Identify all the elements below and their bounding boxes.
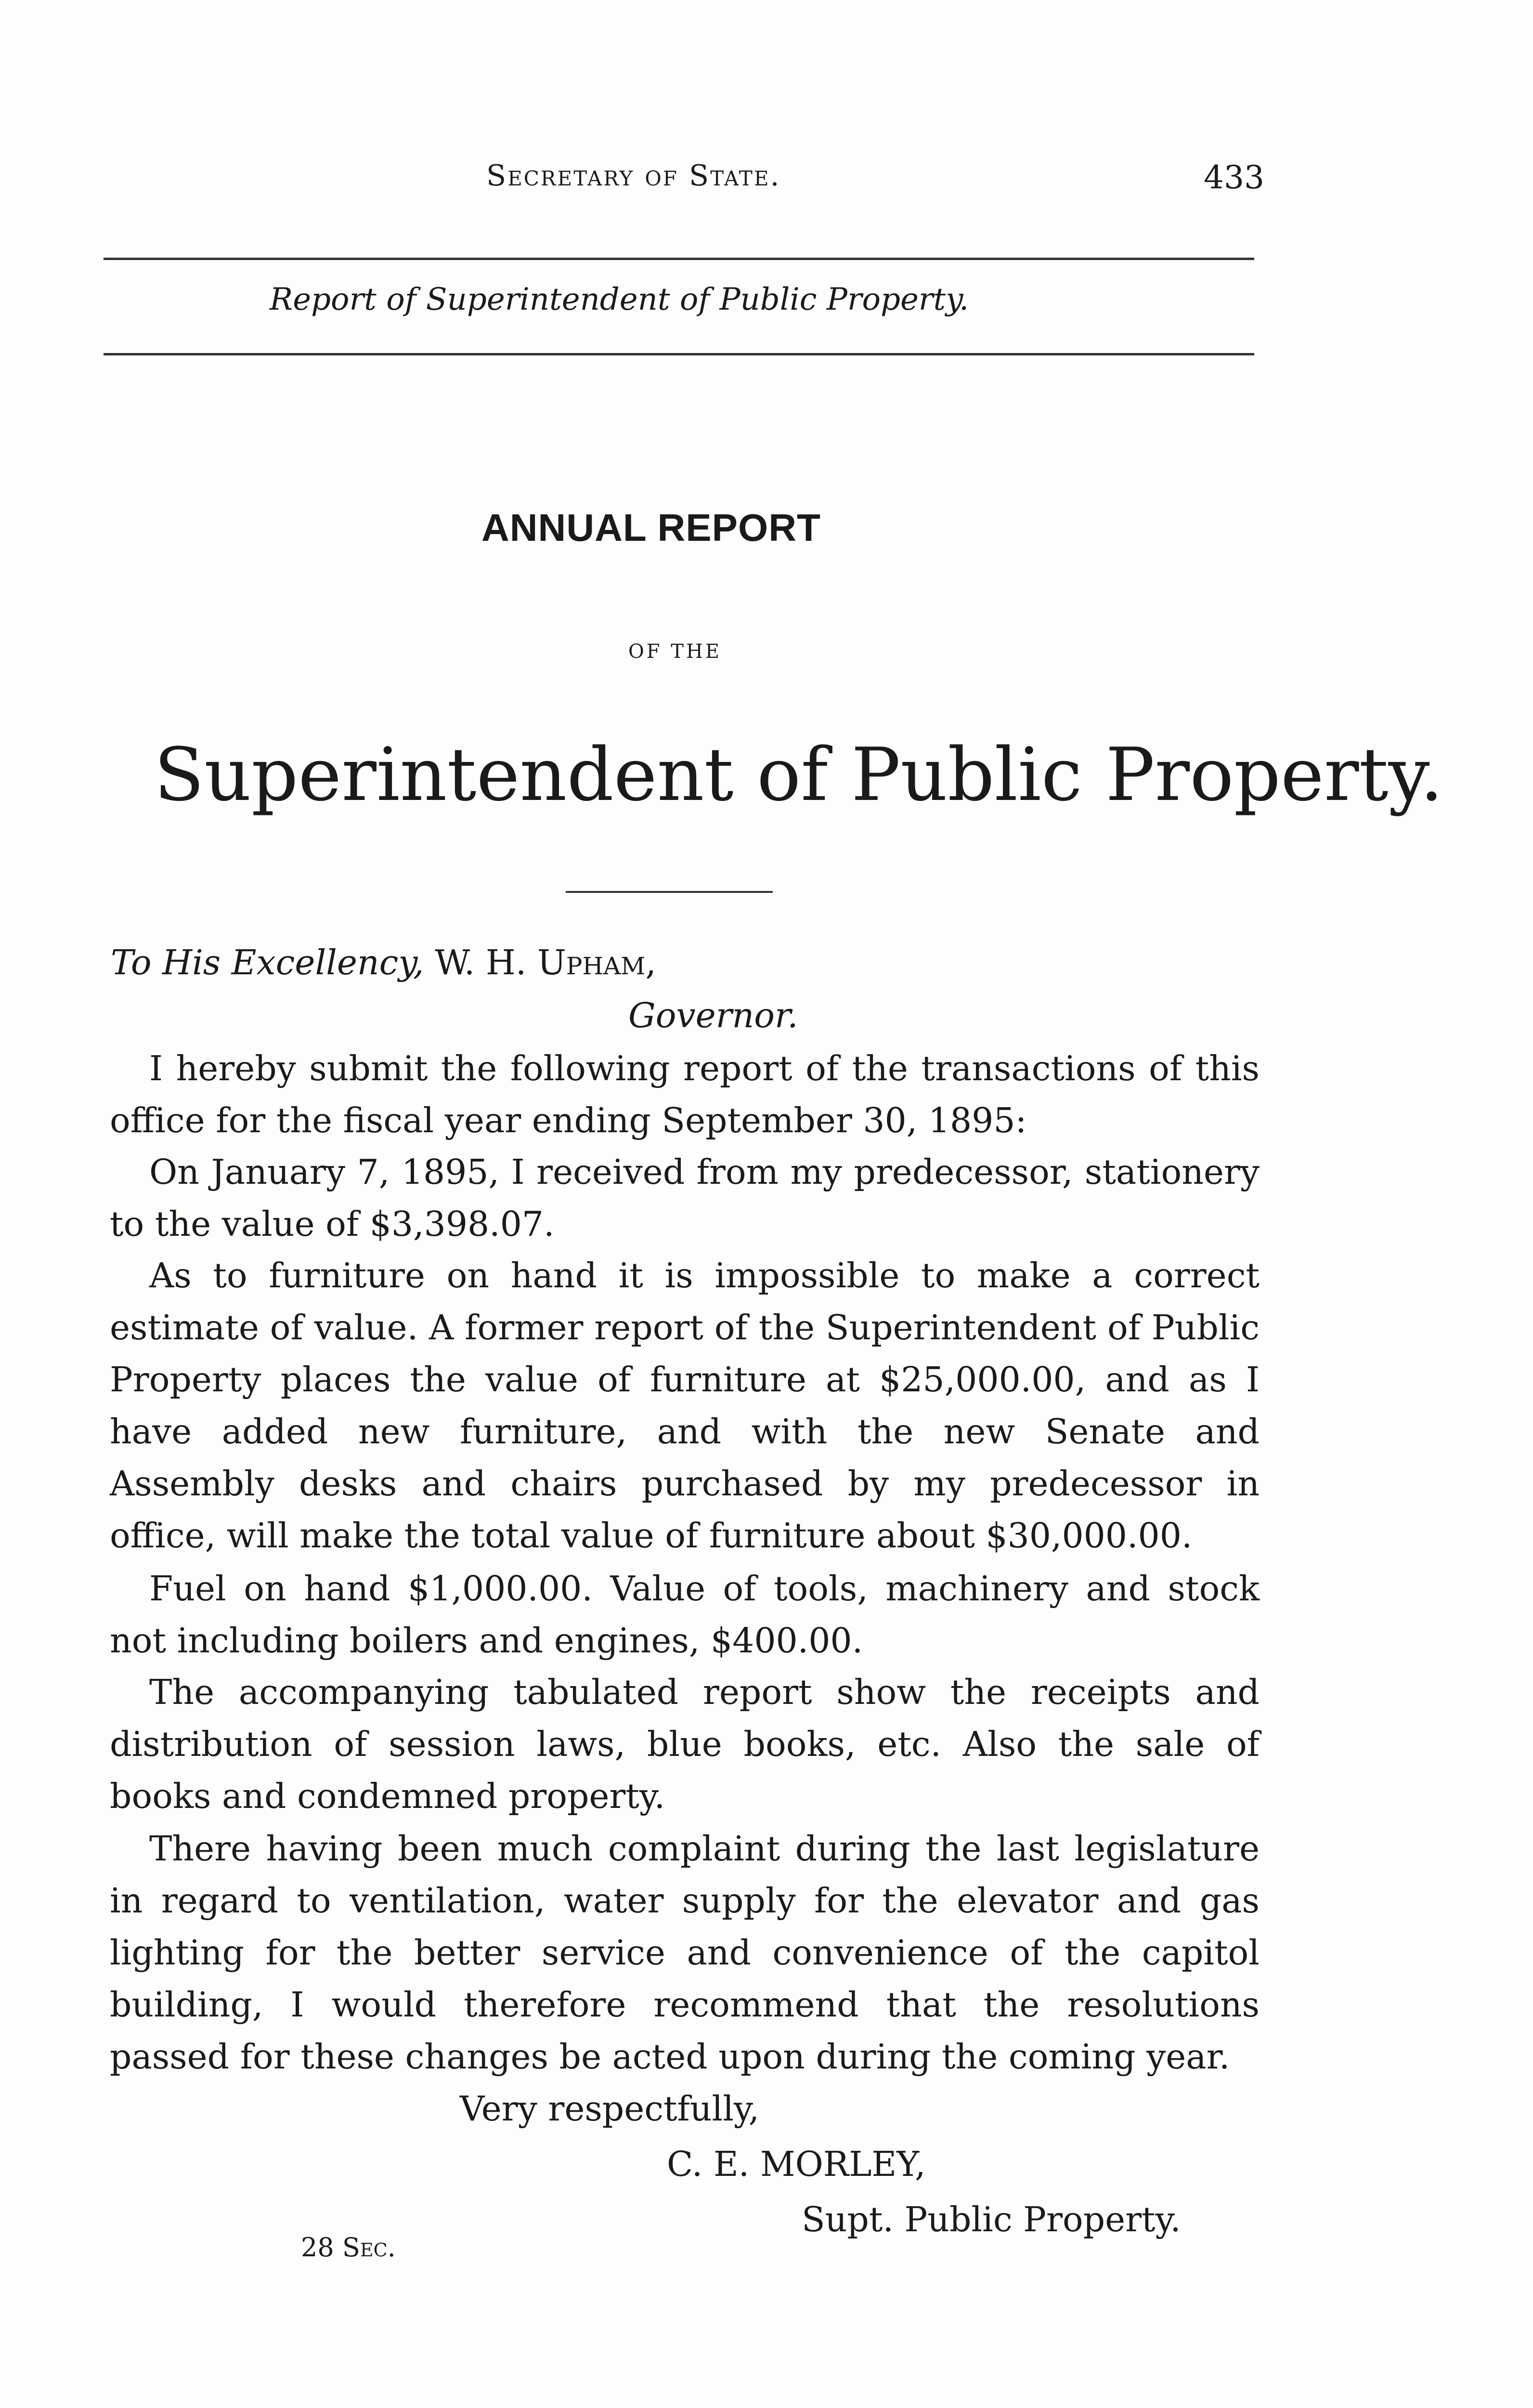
paragraph-6: There having been much complaint during the last legislature in regard to ventilation, water supply for the elevator and gas lighting for the better service and convenience of the capitol building, I would therefore recommend that the resolutions passed for these changes be acted upon during the coming year. — [110, 1829, 1260, 2077]
report-title-of-the: OF THE — [628, 641, 722, 663]
paragraph-4: Fuel on hand $1,000.00. Value of tools, machinery and stock not including boilers and engines, $400.00. — [110, 1569, 1260, 1661]
signer-title: Supt. Public Property. — [802, 2199, 1181, 2239]
salutation-prefix: To His Excellency, — [111, 942, 424, 982]
report-title-annual: ANNUAL REPORT — [481, 506, 821, 549]
signature-mark: 28 Sec. — [301, 2232, 396, 2263]
page-number: 433 — [1204, 159, 1264, 196]
paragraph-3: As to furniture on hand it is impossible to make a correct estimate of value. A former report of the Superintendent of Public Property places the value of furniture at $25,000.00, and as I have added new furniture, and with the new Senate and Assembly desks and chairs purchased by my predecessor in office, will make the total value of furniture about $30,000.00. — [110, 1256, 1260, 1556]
title-divider — [566, 891, 773, 893]
paragraph-2: On January 7, 1895, I received from my predecessor, stationery to the value of $3,398.07. — [110, 1152, 1260, 1244]
paragraph-1: I hereby submit the following report of the transactions of this office for the fiscal year ending September 30, 1895: — [110, 1048, 1260, 1140]
paragraph-5: The accompanying tabulated report show the receipts and distribution of session laws, blue books, etc. Also the sale of books and condemned property. — [110, 1672, 1260, 1816]
running-head: Secretary of State. — [486, 159, 781, 193]
header-rule-bottom — [104, 353, 1254, 355]
header-rule-top — [104, 258, 1254, 260]
addressee-office: Governor. — [628, 995, 798, 1035]
valediction: Very respectfully, — [460, 2089, 760, 2129]
report-title-main: Superintendent of Public Property. — [154, 732, 1443, 817]
section-subheading: Report of Superintendent of Public Property. — [270, 282, 969, 317]
salutation — [111, 937, 656, 989]
addressee-name: W. H. Upham, — [435, 942, 656, 982]
signer-name: C. E. MORLEY, — [667, 2144, 926, 2184]
